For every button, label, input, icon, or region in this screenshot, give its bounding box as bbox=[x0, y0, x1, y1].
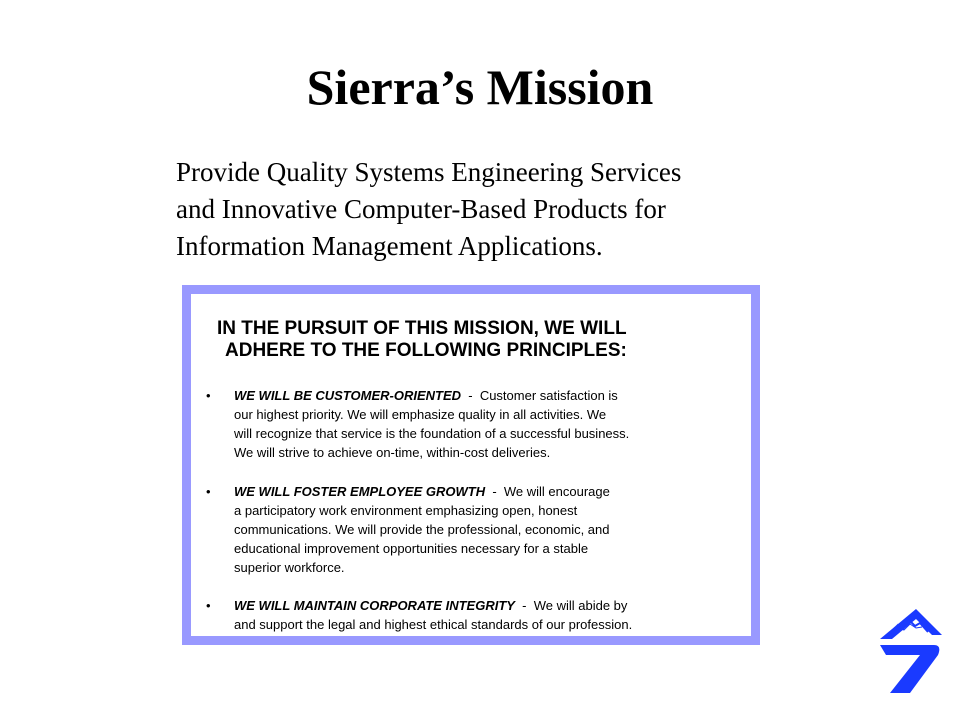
principle-text-line: educational improvement opportunities necessary for a stable bbox=[234, 541, 589, 556]
principle-text: We will encourage bbox=[503, 484, 610, 499]
principle-text-line: communications. We will provide the professional, economic, and bbox=[234, 522, 610, 537]
principle-text-line: a participatory work environment emphasizing open, honest bbox=[234, 503, 578, 518]
principle-text-line: will recognize that service is the foundation of a successful business. bbox=[234, 426, 630, 441]
mission-line: and Innovative Computer-Based Products for bbox=[176, 194, 666, 224]
logo-lower-s bbox=[880, 645, 939, 693]
sierra-logo-icon bbox=[876, 605, 942, 695]
principles-heading bbox=[217, 318, 757, 362]
principle-heading: WE WILL MAINTAIN CORPORATE INTEGRITY bbox=[234, 598, 515, 613]
principle-text-line: We will strive to achieve on-time, within-cost deliveries. bbox=[234, 445, 551, 460]
principle-text-line: superior workforce. bbox=[234, 560, 345, 575]
principles-heading-line: ADHERE TO THE FOLLOWING PRINCIPLES: bbox=[225, 340, 627, 361]
mission-line: Information Management Applications. bbox=[176, 231, 603, 261]
principle-employee-growth bbox=[206, 482, 756, 577]
principle-customer-oriented bbox=[206, 386, 756, 462]
principle-text: Customer satisfaction is bbox=[479, 388, 618, 403]
principles-heading-line: IN THE PURSUIT OF THIS MISSION, WE WILL bbox=[217, 318, 627, 339]
principle-text-line: our highest priority. We will emphasize quality in all activities. We bbox=[234, 407, 607, 422]
bullet-icon: • bbox=[206, 484, 211, 499]
principle-text: We will abide by bbox=[533, 598, 628, 613]
page-title: Sierra’s Mission bbox=[306, 59, 654, 115]
principle-separator: - bbox=[461, 388, 480, 403]
principle-separator: - bbox=[514, 598, 534, 613]
principle-separator: - bbox=[485, 484, 504, 499]
principle-heading: WE WILL BE CUSTOMER-ORIENTED bbox=[234, 388, 462, 403]
principle-corporate-integrity bbox=[206, 596, 756, 634]
bullet-icon: • bbox=[206, 598, 211, 613]
principle-heading: WE WILL FOSTER EMPLOYEE GROWTH bbox=[234, 484, 486, 499]
mission-statement bbox=[176, 154, 816, 265]
principle-text-line: and support the legal and highest ethical standards of our profession. bbox=[234, 617, 633, 632]
mission-line: Provide Quality Systems Engineering Services bbox=[176, 157, 682, 187]
principles-box bbox=[182, 285, 760, 645]
bullet-icon: • bbox=[206, 388, 211, 403]
